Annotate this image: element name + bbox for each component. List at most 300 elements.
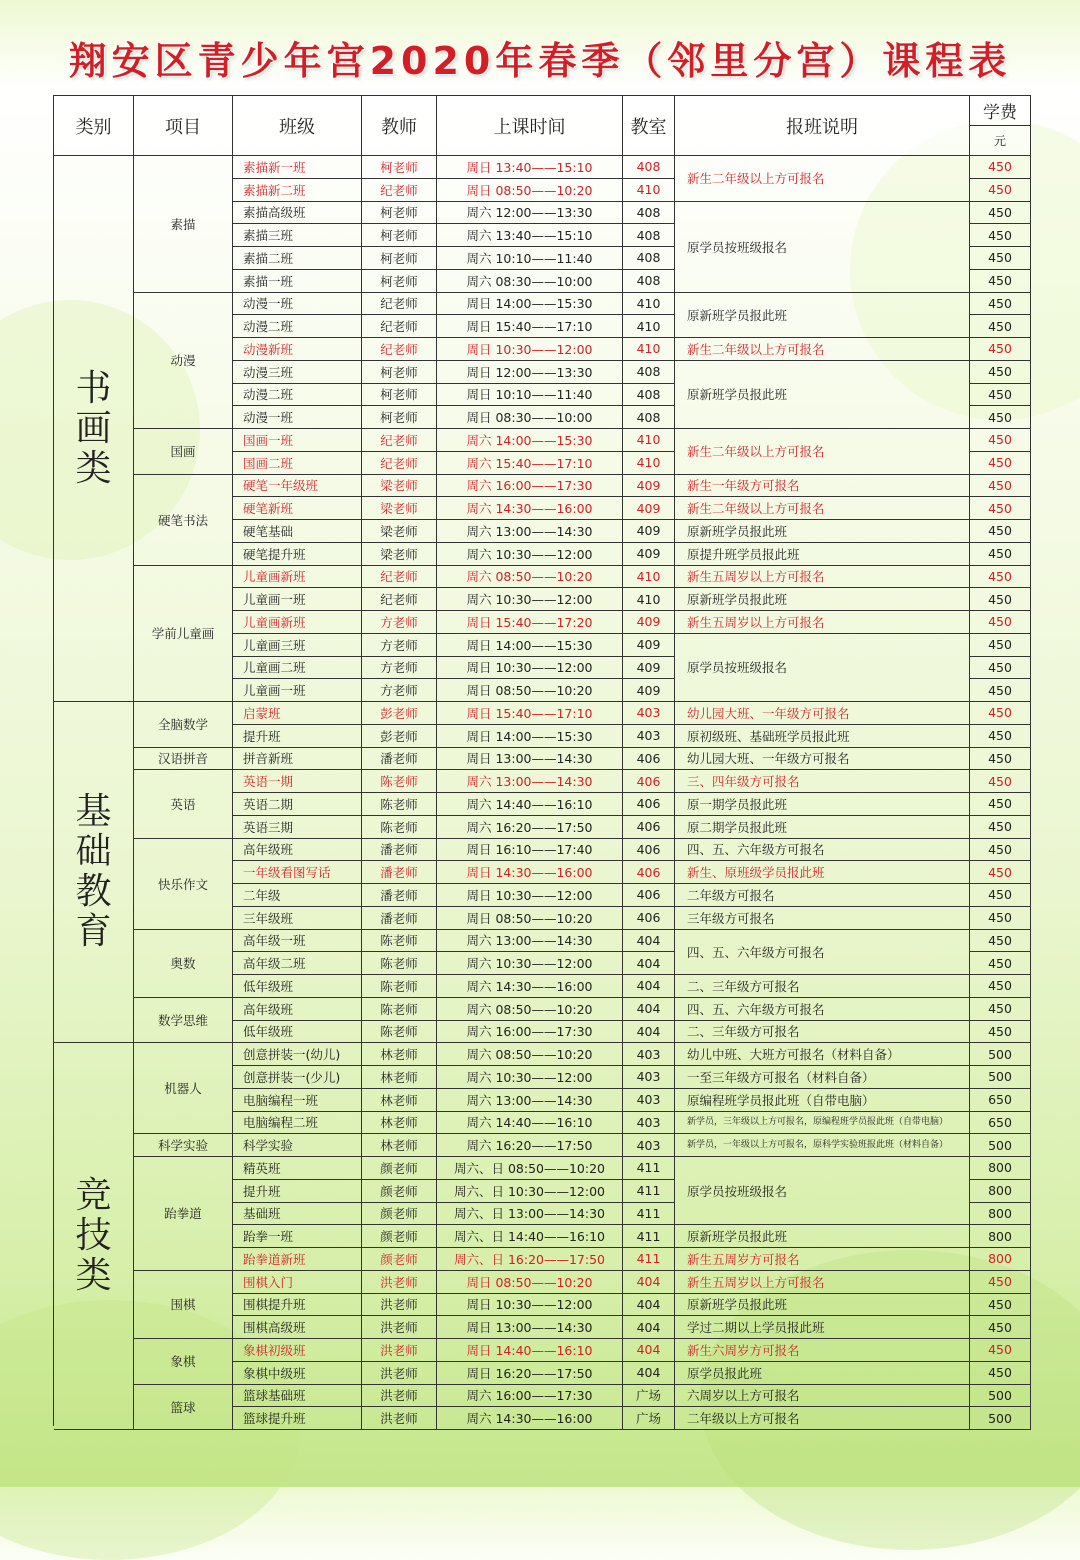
time-cell: 周六、日 10:30——12:00 <box>437 1180 623 1203</box>
teacher-cell: 潘老师 <box>362 861 437 884</box>
time-cell: 周日 13:00——14:30 <box>437 1316 623 1339</box>
fee-cell: 450 <box>970 861 1031 884</box>
time-cell: 周六、日 13:00——14:30 <box>437 1203 623 1226</box>
teacher-cell: 林老师 <box>362 1066 437 1089</box>
room-cell: 411 <box>623 1157 675 1180</box>
teacher-cell: 陈老师 <box>362 975 437 998</box>
teacher-cell: 柯老师 <box>362 202 437 225</box>
class-cell: 动漫二班 <box>233 315 362 338</box>
class-cell: 二年级 <box>233 884 362 907</box>
room-cell: 409 <box>623 543 675 566</box>
time-cell: 周日 16:20——17:50 <box>437 1362 623 1385</box>
fee-cell: 450 <box>970 1339 1031 1362</box>
class-cell: 低年级班 <box>233 975 362 998</box>
project-cell: 围棋 <box>134 1271 233 1339</box>
room-cell: 403 <box>623 1066 675 1089</box>
teacher-cell: 纪老师 <box>362 429 437 452</box>
teacher-cell: 陈老师 <box>362 952 437 975</box>
class-cell: 科学实验 <box>233 1134 362 1157</box>
room-cell: 410 <box>623 429 675 452</box>
teacher-cell: 柯老师 <box>362 156 437 179</box>
time-cell: 周六 10:30——12:00 <box>437 543 623 566</box>
class-cell: 英语一期 <box>233 770 362 793</box>
note-cell: 幼儿园大班、一年级方可报名 <box>675 748 970 771</box>
room-cell: 408 <box>623 224 675 247</box>
class-cell: 象棋初级班 <box>233 1339 362 1362</box>
class-cell: 素描新一班 <box>233 156 362 179</box>
room-cell: 404 <box>623 930 675 953</box>
fee-cell: 450 <box>970 975 1031 998</box>
class-cell: 电脑编程一班 <box>233 1089 362 1112</box>
fee-cell: 450 <box>970 952 1031 975</box>
time-cell: 周六 14:30——16:00 <box>437 497 623 520</box>
class-cell: 高年级班 <box>233 998 362 1021</box>
teacher-cell: 陈老师 <box>362 1021 437 1044</box>
room-cell: 406 <box>623 748 675 771</box>
class-cell: 国画二班 <box>233 452 362 475</box>
project-cell: 动漫 <box>134 293 233 430</box>
category-label: 竞技类 <box>75 1175 112 1297</box>
note-cell: 原二期学员报此班 <box>675 816 970 839</box>
teacher-cell: 彭老师 <box>362 702 437 725</box>
project-cell: 奥数 <box>134 930 233 998</box>
fee-cell: 450 <box>970 1362 1031 1385</box>
note-cell: 新学员，三年级以上方可报名，原编程班学员报此班（自带电脑） <box>675 1112 970 1135</box>
time-cell: 周日 10:30——12:00 <box>437 1294 623 1317</box>
teacher-cell: 颜老师 <box>362 1225 437 1248</box>
fee-cell: 650 <box>970 1089 1031 1112</box>
time-cell: 周日 15:40——17:10 <box>437 315 623 338</box>
class-cell: 拼音新班 <box>233 748 362 771</box>
teacher-cell: 纪老师 <box>362 293 437 316</box>
note-cell: 原新班学员报此班 <box>675 361 970 429</box>
class-cell: 动漫二班 <box>233 384 362 407</box>
class-cell: 英语二期 <box>233 793 362 816</box>
teacher-cell: 纪老师 <box>362 338 437 361</box>
fee-cell: 450 <box>970 1294 1031 1317</box>
teacher-cell: 陈老师 <box>362 770 437 793</box>
time-cell: 周六 14:40——16:10 <box>437 1112 623 1135</box>
time-cell: 周日 14:40——16:10 <box>437 1339 623 1362</box>
teacher-cell: 柯老师 <box>362 406 437 429</box>
time-cell: 周日 08:50——10:20 <box>437 679 623 702</box>
fee-cell: 500 <box>970 1134 1031 1157</box>
header-time: 上课时间 <box>437 96 623 156</box>
category-cell <box>54 1043 134 1430</box>
fee-cell: 450 <box>970 315 1031 338</box>
time-cell: 周六 10:10——11:40 <box>437 247 623 270</box>
teacher-cell: 潘老师 <box>362 748 437 771</box>
category-label: 书画类 <box>75 367 112 489</box>
note-cell: 原学员按班级报名 <box>675 634 970 702</box>
class-cell: 儿童画新班 <box>233 566 362 589</box>
fee-cell: 450 <box>970 452 1031 475</box>
class-cell: 儿童画三班 <box>233 634 362 657</box>
class-cell: 创意拼装一(少儿) <box>233 1066 362 1089</box>
class-cell: 动漫一班 <box>233 293 362 316</box>
note-cell: 原一期学员报此班 <box>675 793 970 816</box>
room-cell: 403 <box>623 1043 675 1066</box>
class-cell: 素描三班 <box>233 224 362 247</box>
room-cell: 404 <box>623 1362 675 1385</box>
class-cell: 儿童画一班 <box>233 679 362 702</box>
time-cell: 周六 10:30——12:00 <box>437 588 623 611</box>
time-cell: 周日 14:00——15:30 <box>437 634 623 657</box>
header-fee-unit: 元 <box>993 134 1006 148</box>
time-cell: 周六 12:00——13:30 <box>437 202 623 225</box>
note-cell: 幼儿园大班、一年级方可报名 <box>675 702 970 725</box>
room-cell: 409 <box>623 611 675 634</box>
teacher-cell: 梁老师 <box>362 543 437 566</box>
fee-cell: 500 <box>970 1043 1031 1066</box>
class-cell: 高年级二班 <box>233 952 362 975</box>
teacher-cell: 梁老师 <box>362 475 437 498</box>
time-cell: 周六 13:00——14:30 <box>437 770 623 793</box>
teacher-cell: 纪老师 <box>362 452 437 475</box>
time-cell: 周日 14:30——16:00 <box>437 861 623 884</box>
project-cell: 英语 <box>134 770 233 838</box>
teacher-cell: 纪老师 <box>362 588 437 611</box>
note-cell: 一至三年级方可报名（材料自备） <box>675 1066 970 1089</box>
note-cell: 原学员按班级报名 <box>675 202 970 293</box>
fee-cell: 450 <box>970 907 1031 930</box>
class-cell: 儿童画一班 <box>233 588 362 611</box>
room-cell: 411 <box>623 1248 675 1271</box>
fee-cell: 450 <box>970 611 1031 634</box>
room-cell: 406 <box>623 839 675 862</box>
room-cell: 410 <box>623 338 675 361</box>
time-cell: 周日 08:50——10:20 <box>437 1271 623 1294</box>
teacher-cell: 林老师 <box>362 1089 437 1112</box>
note-cell: 原初级班、基础班学员报此班 <box>675 725 970 748</box>
fee-cell: 450 <box>970 520 1031 543</box>
note-cell: 新生五周岁以上方可报名 <box>675 1271 970 1294</box>
room-cell: 403 <box>623 702 675 725</box>
fee-cell: 500 <box>970 1066 1031 1089</box>
room-cell: 409 <box>623 657 675 680</box>
note-cell: 三年级方可报名 <box>675 907 970 930</box>
class-cell: 动漫三班 <box>233 361 362 384</box>
time-cell: 周六、日 16:20——17:50 <box>437 1248 623 1271</box>
time-cell: 周六 14:00——15:30 <box>437 429 623 452</box>
class-cell: 素描一班 <box>233 270 362 293</box>
fee-cell: 650 <box>970 1112 1031 1135</box>
fee-cell: 450 <box>970 247 1031 270</box>
note-cell: 六周岁以上方可报名 <box>675 1385 970 1408</box>
header-fee <box>970 96 1031 156</box>
teacher-cell: 颜老师 <box>362 1203 437 1226</box>
room-cell: 410 <box>623 315 675 338</box>
project-cell: 跆拳道 <box>134 1157 233 1271</box>
time-cell: 周六、日 08:50——10:20 <box>437 1157 623 1180</box>
note-cell: 新生六周岁方可报名 <box>675 1339 970 1362</box>
room-cell: 406 <box>623 793 675 816</box>
time-cell: 周日 14:00——15:30 <box>437 725 623 748</box>
teacher-cell: 林老师 <box>362 1043 437 1066</box>
class-cell: 动漫一班 <box>233 406 362 429</box>
room-cell: 406 <box>623 770 675 793</box>
project-cell: 素描 <box>134 156 233 293</box>
room-cell: 404 <box>623 998 675 1021</box>
teacher-cell: 梁老师 <box>362 520 437 543</box>
fee-cell: 500 <box>970 1407 1031 1430</box>
teacher-cell: 洪老师 <box>362 1316 437 1339</box>
note-cell: 原学员按班级报名 <box>675 1157 970 1225</box>
note-cell: 二、三年级方可报名 <box>675 1021 970 1044</box>
teacher-cell: 梁老师 <box>362 497 437 520</box>
fee-cell: 800 <box>970 1180 1031 1203</box>
teacher-cell: 陈老师 <box>362 793 437 816</box>
note-cell: 四、五、六年级方可报名 <box>675 930 970 976</box>
class-cell: 国画一班 <box>233 429 362 452</box>
class-cell: 三年级班 <box>233 907 362 930</box>
note-cell: 四、五、六年级方可报名 <box>675 839 970 862</box>
teacher-cell: 潘老师 <box>362 907 437 930</box>
time-cell: 周六 16:20——17:50 <box>437 1134 623 1157</box>
fee-cell: 450 <box>970 930 1031 953</box>
room-cell: 404 <box>623 1021 675 1044</box>
class-cell: 低年级班 <box>233 1021 362 1044</box>
note-cell: 原新班学员报此班 <box>675 588 970 611</box>
time-cell: 周六 13:00——14:30 <box>437 520 623 543</box>
note-cell: 二、三年级方可报名 <box>675 975 970 998</box>
time-cell: 周六 16:00——17:30 <box>437 1385 623 1408</box>
note-cell: 幼儿中班、大班方可报名（材料自备） <box>675 1043 970 1066</box>
time-cell: 周六 08:30——10:00 <box>437 270 623 293</box>
header-note: 报班说明 <box>675 96 970 156</box>
note-cell: 学过二期以上学员报此班 <box>675 1316 970 1339</box>
fee-cell: 450 <box>970 406 1031 429</box>
teacher-cell: 纪老师 <box>362 315 437 338</box>
time-cell: 周六 08:50——10:20 <box>437 566 623 589</box>
time-cell: 周六 08:50——10:20 <box>437 1043 623 1066</box>
room-cell: 404 <box>623 952 675 975</box>
fee-cell: 450 <box>970 497 1031 520</box>
fee-cell: 800 <box>970 1157 1031 1180</box>
teacher-cell: 潘老师 <box>362 884 437 907</box>
teacher-cell: 林老师 <box>362 1112 437 1135</box>
teacher-cell: 洪老师 <box>362 1407 437 1430</box>
header-project: 项目 <box>134 96 233 156</box>
class-cell: 篮球提升班 <box>233 1407 362 1430</box>
class-cell: 英语三期 <box>233 816 362 839</box>
fee-cell: 800 <box>970 1203 1031 1226</box>
fee-cell: 450 <box>970 270 1031 293</box>
time-cell: 周六 13:40——15:10 <box>437 224 623 247</box>
fee-cell: 450 <box>970 634 1031 657</box>
teacher-cell: 洪老师 <box>362 1294 437 1317</box>
category-cell <box>54 156 134 702</box>
project-cell: 机器人 <box>134 1043 233 1134</box>
teacher-cell: 洪老师 <box>362 1385 437 1408</box>
room-cell: 408 <box>623 156 675 179</box>
room-cell: 403 <box>623 1112 675 1135</box>
room-cell: 410 <box>623 293 675 316</box>
fee-cell: 450 <box>970 884 1031 907</box>
class-cell: 儿童画二班 <box>233 657 362 680</box>
class-cell: 硬笔一年级班 <box>233 475 362 498</box>
teacher-cell: 柯老师 <box>362 247 437 270</box>
room-cell: 408 <box>623 202 675 225</box>
note-cell: 原新班学员报此班 <box>675 1225 970 1248</box>
room-cell: 404 <box>623 1339 675 1362</box>
time-cell: 周六、日 14:40——16:10 <box>437 1225 623 1248</box>
class-cell: 启蒙班 <box>233 702 362 725</box>
teacher-cell: 方老师 <box>362 611 437 634</box>
room-cell: 411 <box>623 1225 675 1248</box>
time-cell: 周日 08:50——10:20 <box>437 907 623 930</box>
fee-cell: 450 <box>970 1316 1031 1339</box>
room-cell: 409 <box>623 679 675 702</box>
fee-cell: 450 <box>970 293 1031 316</box>
teacher-cell: 洪老师 <box>362 1271 437 1294</box>
room-cell: 404 <box>623 1294 675 1317</box>
project-cell: 篮球 <box>134 1385 233 1431</box>
teacher-cell: 颜老师 <box>362 1248 437 1271</box>
fee-cell: 450 <box>970 156 1031 179</box>
fee-cell: 450 <box>970 475 1031 498</box>
note-cell: 新生二年级以上方可报名 <box>675 156 970 202</box>
time-cell: 周六 13:00——14:30 <box>437 930 623 953</box>
room-cell: 406 <box>623 907 675 930</box>
fee-cell: 450 <box>970 725 1031 748</box>
fee-cell: 800 <box>970 1225 1031 1248</box>
note-cell: 新生二年级以上方可报名 <box>675 338 970 361</box>
fee-cell: 450 <box>970 748 1031 771</box>
time-cell: 周日 10:30——12:00 <box>437 884 623 907</box>
teacher-cell: 洪老师 <box>362 1362 437 1385</box>
room-cell: 404 <box>623 1271 675 1294</box>
page-title: 翔安区青少年宫2020年春季（邻里分宫）课程表 <box>68 39 1012 83</box>
time-cell: 周六 16:20——17:50 <box>437 816 623 839</box>
note-cell: 原新班学员报此班 <box>675 293 970 339</box>
teacher-cell: 陈老师 <box>362 930 437 953</box>
class-cell: 提升班 <box>233 725 362 748</box>
room-cell: 406 <box>623 861 675 884</box>
fee-cell: 450 <box>970 429 1031 452</box>
time-cell: 周日 16:10——17:40 <box>437 839 623 862</box>
room-cell: 406 <box>623 884 675 907</box>
class-cell: 高年级班 <box>233 839 362 862</box>
room-cell: 409 <box>623 475 675 498</box>
fee-cell: 450 <box>970 384 1031 407</box>
class-cell: 篮球基础班 <box>233 1385 362 1408</box>
class-cell: 儿童画新班 <box>233 611 362 634</box>
project-cell: 汉语拼音 <box>134 748 233 771</box>
fee-cell: 450 <box>970 338 1031 361</box>
room-cell: 410 <box>623 452 675 475</box>
time-cell: 周日 14:00——15:30 <box>437 293 623 316</box>
teacher-cell: 陈老师 <box>362 816 437 839</box>
teacher-cell: 潘老师 <box>362 839 437 862</box>
teacher-cell: 洪老师 <box>362 1339 437 1362</box>
project-cell: 快乐作文 <box>134 839 233 930</box>
fee-cell: 450 <box>970 202 1031 225</box>
fee-cell: 500 <box>970 1385 1031 1408</box>
room-cell: 410 <box>623 588 675 611</box>
teacher-cell: 陈老师 <box>362 998 437 1021</box>
class-cell: 围棋高级班 <box>233 1316 362 1339</box>
fee-cell: 450 <box>970 679 1031 702</box>
time-cell: 周六 08:50——10:20 <box>437 998 623 1021</box>
time-cell: 周六 10:30——12:00 <box>437 1066 623 1089</box>
class-cell: 电脑编程二班 <box>233 1112 362 1135</box>
teacher-cell: 纪老师 <box>362 566 437 589</box>
room-cell: 410 <box>623 566 675 589</box>
schedule-table <box>53 95 1031 1426</box>
fee-cell: 450 <box>970 361 1031 384</box>
project-cell: 科学实验 <box>134 1134 233 1157</box>
time-cell: 周日 13:40——15:10 <box>437 156 623 179</box>
note-cell: 新生五周岁方可报名 <box>675 1248 970 1271</box>
note-cell: 三、四年级方可报名 <box>675 770 970 793</box>
room-cell: 411 <box>623 1180 675 1203</box>
time-cell: 周六 10:30——12:00 <box>437 952 623 975</box>
class-cell: 围棋入门 <box>233 1271 362 1294</box>
fee-cell: 450 <box>970 1021 1031 1044</box>
note-cell: 二年级方可报名 <box>675 884 970 907</box>
teacher-cell: 林老师 <box>362 1134 437 1157</box>
note-cell: 原编程班学员报此班（自带电脑） <box>675 1089 970 1112</box>
fee-cell: 450 <box>970 998 1031 1021</box>
class-cell: 一年级看图写话 <box>233 861 362 884</box>
teacher-cell: 柯老师 <box>362 270 437 293</box>
fee-cell: 450 <box>970 566 1031 589</box>
time-cell: 周日 12:00——13:30 <box>437 361 623 384</box>
note-cell: 新生二年级以上方可报名 <box>675 497 970 520</box>
time-cell: 周日 08:30——10:00 <box>437 406 623 429</box>
note-cell: 新生一年级方可报名 <box>675 475 970 498</box>
note-cell: 原新班学员报此班 <box>675 520 970 543</box>
class-cell: 提升班 <box>233 1180 362 1203</box>
class-cell: 素描二班 <box>233 247 362 270</box>
room-cell: 408 <box>623 406 675 429</box>
time-cell: 周六 16:00——17:30 <box>437 1021 623 1044</box>
header-teacher: 教师 <box>362 96 437 156</box>
time-cell: 周日 08:50——10:20 <box>437 179 623 202</box>
fee-cell: 450 <box>970 816 1031 839</box>
time-cell: 周六 16:00——17:30 <box>437 475 623 498</box>
room-cell: 409 <box>623 520 675 543</box>
note-cell: 新学员，一年级以上方可报名，原科学实验班报此班（材料自备） <box>675 1134 970 1157</box>
project-cell: 硬笔书法 <box>134 475 233 566</box>
category-label: 基础教育 <box>75 791 112 953</box>
project-cell: 数学思维 <box>134 998 233 1044</box>
fee-cell: 450 <box>970 839 1031 862</box>
class-cell: 高年级一班 <box>233 930 362 953</box>
project-cell: 学前儿童画 <box>134 566 233 703</box>
room-cell: 409 <box>623 497 675 520</box>
note-cell: 新生二年级以上方可报名 <box>675 429 970 475</box>
class-cell: 动漫新班 <box>233 338 362 361</box>
room-cell: 408 <box>623 361 675 384</box>
fee-cell: 450 <box>970 1271 1031 1294</box>
time-cell: 周日 10:30——12:00 <box>437 657 623 680</box>
class-cell: 象棋中级班 <box>233 1362 362 1385</box>
fee-cell: 450 <box>970 543 1031 566</box>
time-cell: 周日 15:40——17:20 <box>437 611 623 634</box>
note-cell: 四、五、六年级方可报名 <box>675 998 970 1021</box>
class-cell: 素描高级班 <box>233 202 362 225</box>
header-room: 教室 <box>623 96 675 156</box>
time-cell: 周日 13:00——14:30 <box>437 748 623 771</box>
class-cell: 素描新二班 <box>233 179 362 202</box>
fee-cell: 450 <box>970 770 1031 793</box>
fee-cell: 450 <box>970 224 1031 247</box>
teacher-cell: 颜老师 <box>362 1180 437 1203</box>
header-class: 班级 <box>233 96 362 156</box>
time-cell: 周日 10:10——11:40 <box>437 384 623 407</box>
